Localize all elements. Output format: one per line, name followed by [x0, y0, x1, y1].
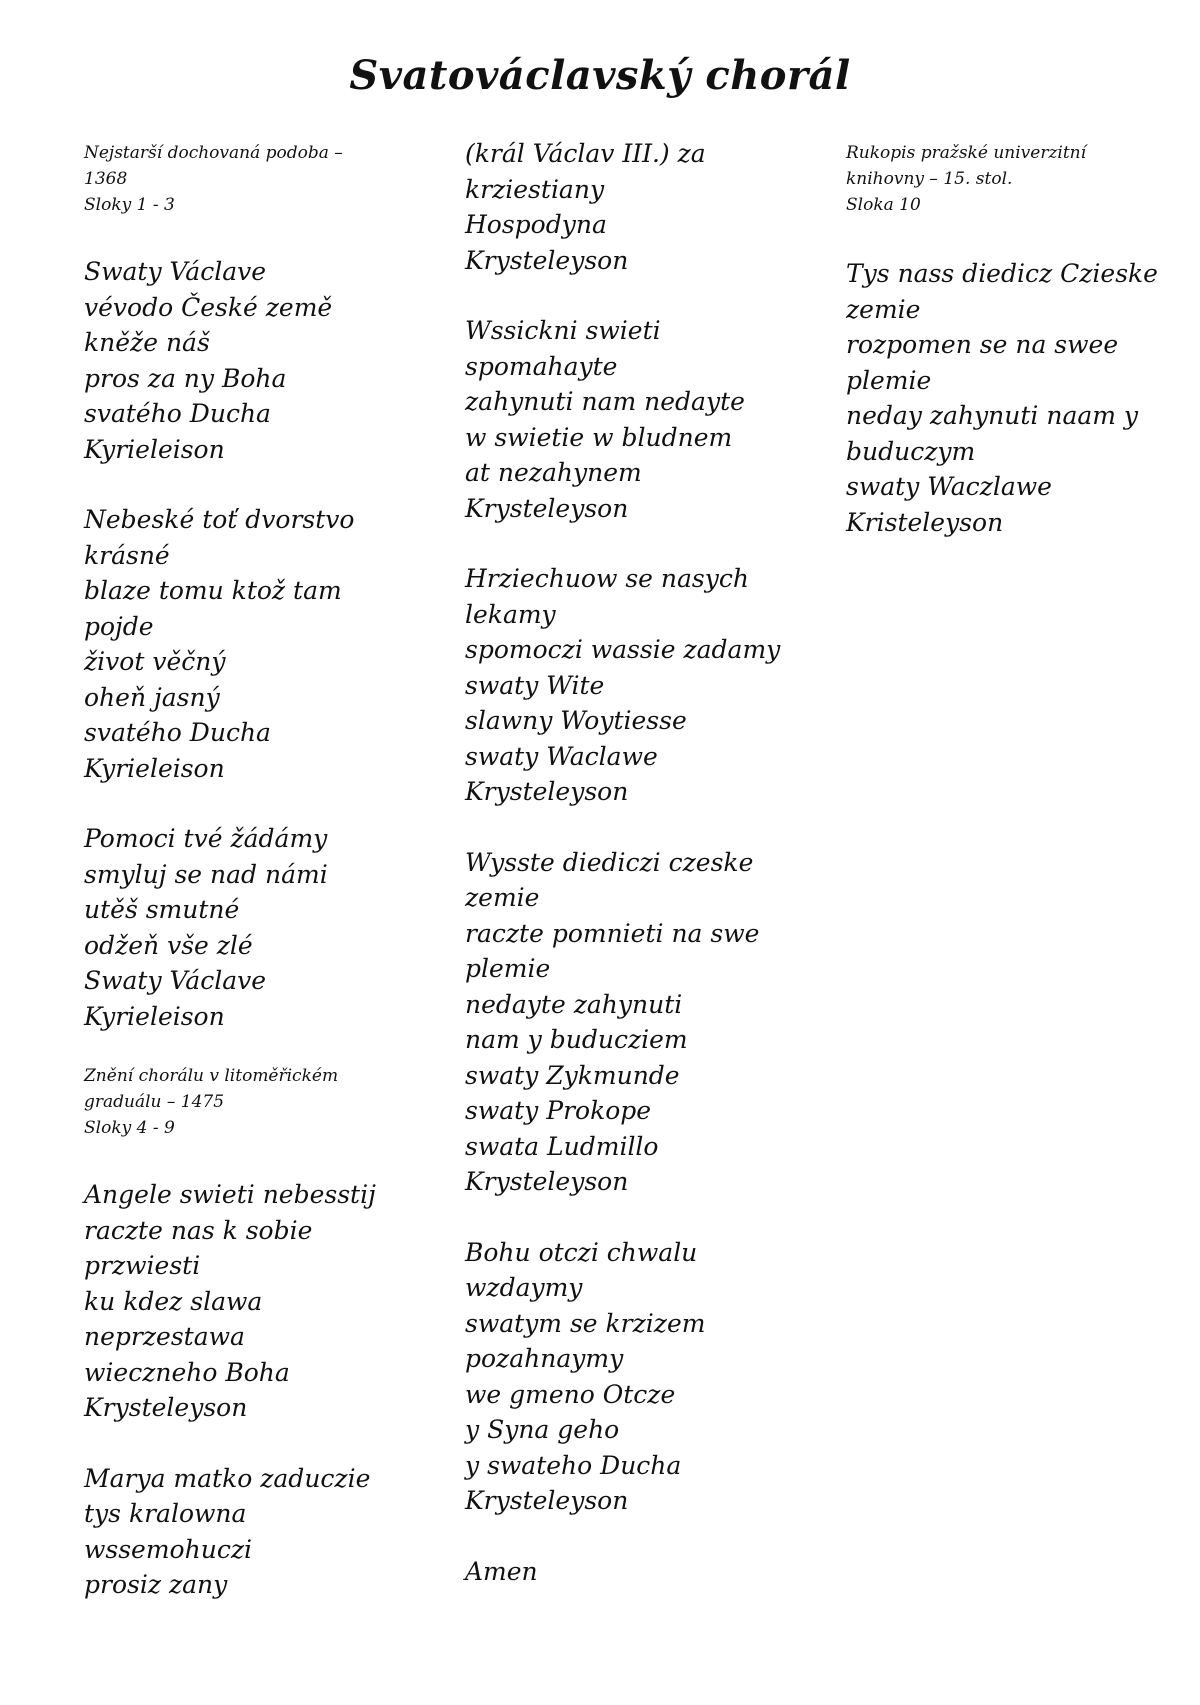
verse-line: neprzestawa [84, 1322, 245, 1351]
verse-line: swatym se krzizem [465, 1308, 706, 1338]
verse-line: nedayte zahynuti [465, 989, 683, 1019]
verse-line: Angele swieti nebesstij [84, 1180, 376, 1209]
stanza [465, 136, 795, 278]
verse-line: swaty Wite [465, 670, 605, 700]
verse-line: raczte nas k sobie [84, 1215, 313, 1245]
stanza [465, 313, 795, 526]
verse-line: Bohu otczi chwalu [465, 1237, 698, 1267]
verse-line: lekamy [465, 599, 556, 629]
verse-line: zahynuti nam nedayte [465, 387, 745, 416]
verse-line: Marya matko zaduczie [84, 1463, 371, 1493]
verse-line: tys kralowna [84, 1499, 247, 1528]
verse-line: (král Václav III.) za [465, 139, 706, 168]
verse-line: krziestiany [465, 174, 605, 204]
verse-line: wssemohuczi [84, 1534, 252, 1564]
column-1 [84, 140, 414, 1638]
verse-line: zemie [465, 883, 540, 912]
column-3 [846, 140, 1158, 575]
verse-line: svatého Ducha [84, 718, 271, 747]
verse-line: slawny Woytiesse [465, 706, 687, 735]
stanza [465, 845, 795, 1200]
stanza [84, 254, 414, 467]
verse-line: utěš smutné [84, 895, 240, 924]
verse-line: at nezahynem [465, 458, 642, 487]
note-line: Rukopis pražské univerzitní [846, 143, 1087, 163]
verse-line: spomahayte [465, 351, 618, 381]
verse-line: Krysteleyson [465, 245, 629, 275]
verse-line: život věčný [84, 647, 226, 676]
verse-line: oheň jasný [84, 682, 220, 712]
verse-line: przwiesti [84, 1251, 201, 1280]
verse-line: Hospodyna [465, 210, 607, 239]
verse-line: wzdaymy [465, 1273, 583, 1302]
verse-line: krásné [84, 540, 170, 570]
verse-line: Krysteleyson [465, 777, 629, 806]
stanza [84, 1461, 414, 1603]
verse-line: Swaty Václave [84, 966, 267, 995]
verse-line: ku kdez slawa [84, 1286, 263, 1316]
verse-line: prosiz zany [84, 1570, 228, 1599]
note-line: Nejstarší dochovaná podoba – [84, 143, 343, 163]
verse-line: odžeň vše zlé [84, 930, 253, 960]
stanza [846, 256, 1158, 540]
verse-line: Kyrieleison [84, 1001, 225, 1031]
stanza [84, 1177, 414, 1426]
note-line: knihovny – 15. stol. [846, 169, 1013, 189]
verse-line: Krysteleyson [84, 1393, 248, 1422]
column-2 [465, 140, 795, 1624]
note-line: Sloka 10 [846, 195, 921, 215]
verse-line: Kyrieleison [84, 434, 225, 464]
section-note [846, 140, 1146, 218]
stanza [465, 561, 795, 810]
verse-line: wieczneho Boha [84, 1357, 290, 1387]
verse-line: pros za ny Boha [84, 363, 287, 393]
note-line: Znění chorálu v litoměřickém [84, 1066, 339, 1086]
note-line: 1368 [84, 169, 128, 189]
verse-line: Nebeské toť dvorstvo [84, 505, 355, 534]
verse-line: pojde [84, 611, 154, 641]
page-title: Svatováclavský chorál [349, 52, 851, 99]
verse-line: y Syna geho [465, 1415, 620, 1444]
verse-line: spomoczi wassie zadamy [465, 635, 781, 664]
verse-line: Amen [465, 1556, 538, 1586]
verse-line: buduczym [846, 436, 976, 466]
verse-line: Krysteleyson [465, 493, 629, 523]
verse-line: pozahnaymy [465, 1344, 624, 1373]
note-line: Sloky 4 - 9 [84, 1118, 175, 1138]
verse-line: we gmeno Otcze [465, 1379, 676, 1409]
verse-line: nam y buducziem [465, 1025, 688, 1054]
verse-line: Kristeleyson [846, 507, 1004, 537]
verse-line: Pomoci tvé žádámy [84, 824, 328, 853]
verse-line: neday zahynuti naam y [846, 401, 1139, 430]
section-note [84, 140, 414, 218]
stanza-amen [465, 1554, 795, 1590]
verse-line: Kyrieleison [84, 753, 225, 783]
stanza [465, 1235, 795, 1519]
verse-line: Krysteleyson [465, 1167, 629, 1196]
verse-line: plemie [465, 954, 551, 983]
verse-line: zemie [846, 294, 921, 324]
verse-line: w swietie w bludnem [465, 422, 733, 452]
verse-line: kněže náš [84, 328, 210, 357]
verse-line: raczte pomnieti na swe [465, 918, 760, 948]
stanza [84, 821, 414, 1034]
verse-line: smyluj se nad námi [84, 859, 328, 889]
verse-line: swaty Waclawe [465, 741, 658, 771]
verse-line: y swateho Ducha [465, 1450, 682, 1480]
verse-line: blaze tomu ktož tam [84, 576, 342, 605]
verse-line: swaty Prokope [465, 1096, 652, 1125]
note-line: graduálu – 1475 [84, 1092, 225, 1112]
verse-line: Tys nass diedicz Czieske [846, 259, 1158, 288]
verse-line: rozpomen se na swee [846, 330, 1119, 359]
verse-line: vévodo České země [84, 292, 333, 322]
verse-line: swata Ludmillo [465, 1131, 659, 1161]
section-note [84, 1063, 414, 1141]
note-line: Sloky 1 - 3 [84, 195, 175, 215]
verse-line: plemie [846, 365, 932, 395]
stanza [84, 502, 414, 786]
verse-line: swaty Zykmunde [465, 1060, 680, 1090]
verse-line: swaty Waczlawe [846, 472, 1052, 501]
verse-line: Hrziechuow se nasych [465, 564, 749, 593]
verse-line: svatého Ducha [84, 399, 271, 428]
verse-line: Krysteleyson [465, 1486, 629, 1515]
verse-line: Wssickni swieti [465, 316, 661, 345]
verse-line: Swaty Václave [84, 257, 267, 286]
verse-line: Wysste diediczi czeske [465, 847, 754, 877]
